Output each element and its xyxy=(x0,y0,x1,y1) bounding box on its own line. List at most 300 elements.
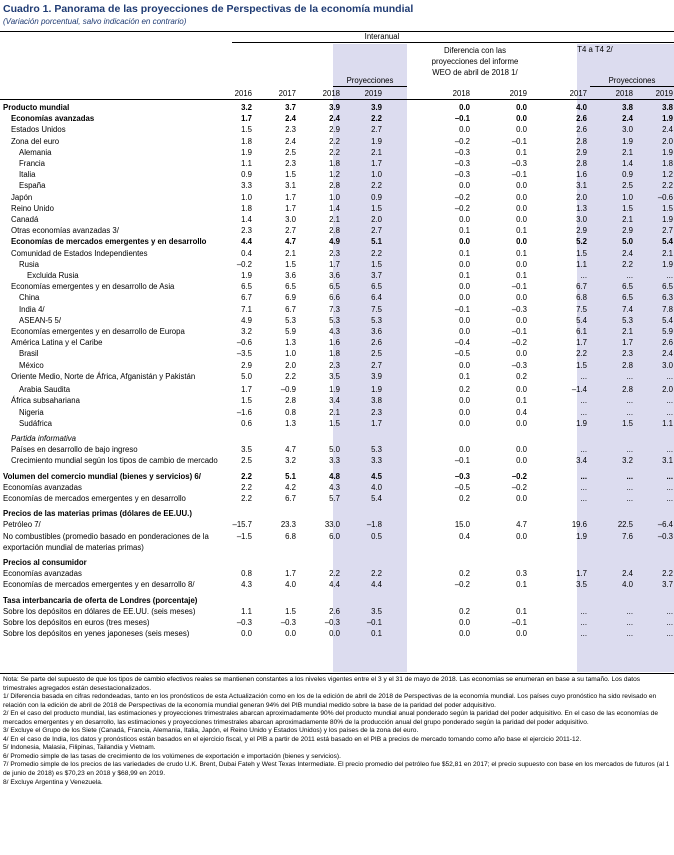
row-value: 0.0 xyxy=(516,418,527,428)
table-row xyxy=(0,471,674,482)
row-value: 0.0 xyxy=(459,215,470,224)
row-value: 0.1 xyxy=(459,271,470,280)
table-row xyxy=(0,444,674,455)
row-value: 2.7 xyxy=(371,360,382,370)
row-value: ... xyxy=(626,606,633,616)
row-value: 3.1 xyxy=(285,181,296,191)
row-value: 3.0 xyxy=(622,125,633,135)
row-label: Otras economías avanzadas 3/ xyxy=(11,226,119,236)
table-row xyxy=(0,337,674,348)
proyecciones-rule xyxy=(333,86,407,87)
row-value: 2.8 xyxy=(576,136,587,146)
row-value: 2.2 xyxy=(241,494,252,503)
row-value: ... xyxy=(626,396,633,406)
row-label: China xyxy=(19,293,40,303)
row-value: ... xyxy=(580,271,587,280)
row-label: Economías avanzadas xyxy=(11,114,95,124)
row-value: –0.3 xyxy=(454,147,470,157)
row-value: 5.3 xyxy=(622,315,633,325)
row-value: 3.6 xyxy=(371,327,382,336)
row-label: Rusia xyxy=(19,259,39,269)
row-value: 5.9 xyxy=(285,327,296,336)
table-row xyxy=(0,384,674,395)
row-value: 2.8 xyxy=(329,226,340,236)
table-row xyxy=(0,136,674,147)
row-value: ... xyxy=(580,396,587,406)
row-value: 1.0 xyxy=(285,349,296,359)
row-value: –0.3 xyxy=(657,531,673,541)
row-value: 0.8 xyxy=(241,569,252,579)
row-value: 0.1 xyxy=(459,371,470,381)
row-value: 0.0 xyxy=(459,618,470,627)
row-value: 2.9 xyxy=(329,125,340,135)
row-value: ... xyxy=(626,371,633,381)
row-value: 3.4 xyxy=(329,396,340,406)
row-value: 4.7 xyxy=(285,445,296,455)
row-value: 1.3 xyxy=(285,418,296,428)
row-value: 2.4 xyxy=(622,114,633,124)
row-value: 22.5 xyxy=(617,520,633,530)
row-value: 7.4 xyxy=(622,304,633,314)
header-years-row xyxy=(0,88,674,99)
row-value: 6.7 xyxy=(285,304,296,314)
row-value: 2.2 xyxy=(576,349,587,359)
row-value: 6.5 xyxy=(285,282,296,292)
row-value: 5.0 xyxy=(329,445,340,455)
table-row xyxy=(0,628,674,639)
row-value: 1.4 xyxy=(622,159,633,168)
table-row xyxy=(0,236,674,247)
row-value: –0.3 xyxy=(454,159,470,168)
row-value: 2.1 xyxy=(622,215,633,224)
row-value: 0.0 xyxy=(516,181,527,191)
row-value: ... xyxy=(626,445,633,455)
row-value: 0.1 xyxy=(516,271,527,280)
row-value: 4.0 xyxy=(371,482,382,492)
row-value: 1.4 xyxy=(241,215,252,224)
row-value: 1.7 xyxy=(241,385,252,395)
row-value: 0.2 xyxy=(459,385,470,395)
row-value: 0.0 xyxy=(459,259,470,269)
row-label: África subsahariana xyxy=(11,396,80,406)
row-value: 2.3 xyxy=(371,407,382,417)
row-value: 6.9 xyxy=(285,293,296,303)
table-row xyxy=(0,315,674,326)
row-value: ... xyxy=(580,618,587,627)
row-value: 1.9 xyxy=(662,147,673,157)
table-row xyxy=(0,617,674,628)
row-value: 1.1 xyxy=(241,606,252,616)
row-value: 1.7 xyxy=(576,569,587,579)
row-value: 2.8 xyxy=(576,159,587,168)
row-label: ASEAN-5 5/ xyxy=(19,315,62,325)
row-value: –0.9 xyxy=(280,385,296,395)
table-row xyxy=(0,147,674,158)
row-value: 19.6 xyxy=(571,520,587,530)
row-value: 1.9 xyxy=(371,385,382,395)
row-value: 2.7 xyxy=(662,226,673,236)
row-label: Sobre los depósitos en yenes japoneses (seis meses) xyxy=(3,629,190,639)
row-value: 2.4 xyxy=(662,349,673,359)
row-value: 0.9 xyxy=(371,192,382,202)
row-label: Economías de mercados emergentes y en desarrollo xyxy=(11,237,207,247)
row-label: Producto mundial xyxy=(3,103,70,112)
row-value: 0.0 xyxy=(241,629,252,639)
header-diferencia-line2: proyecciones del informe xyxy=(431,57,519,66)
row-value: 2.0 xyxy=(662,385,673,395)
row-value: 1.8 xyxy=(241,136,252,146)
row-value: 1.9 xyxy=(329,385,340,395)
row-value: 2.6 xyxy=(576,125,587,135)
row-value: 0.0 xyxy=(329,629,340,639)
row-value: 7.1 xyxy=(241,304,252,314)
row-value: 3.5 xyxy=(329,371,340,381)
row-value: 3.3 xyxy=(329,456,340,466)
row-value: 4.3 xyxy=(241,580,252,590)
row-value: 4.0 xyxy=(576,103,587,112)
row-value: 1.7 xyxy=(329,259,340,269)
row-value: 1.1 xyxy=(662,418,673,428)
row-value: 4.7 xyxy=(285,237,296,247)
row-value: –1.6 xyxy=(236,407,252,417)
row-value: 7.8 xyxy=(662,304,673,314)
row-label: Crecimiento mundial según los tipos de cambio de mercado xyxy=(11,456,218,466)
row-label: Italia xyxy=(19,170,36,180)
row-label: Comunidad de Estados Independientes xyxy=(11,248,148,258)
row-value: 0.5 xyxy=(371,531,382,541)
row-label: Brasil xyxy=(19,349,39,359)
row-value: ... xyxy=(626,618,633,627)
header-interanual: Interanual xyxy=(364,32,400,41)
row-value: 4.9 xyxy=(329,237,340,247)
row-value: 1.7 xyxy=(285,203,296,213)
row-value: 3.9 xyxy=(371,371,382,381)
table-row xyxy=(0,214,674,225)
row-value: 0.0 xyxy=(459,407,470,417)
row-label: España xyxy=(19,181,46,191)
row-value: 0.1 xyxy=(516,226,527,236)
note-paragraph: 4/ En el caso de India, los datos y pronósticos están basados en el ejercicio fiscal, y el PIB a partir de 2011 está basado en el PIB a precios de mercado tomando como año base el ejercicio 2011-12. xyxy=(3,735,582,743)
table-title: Cuadro 1. Panorama de las proyecciones de Perspectivas de la economía mundial xyxy=(3,3,414,15)
row-value: 0.0 xyxy=(516,114,527,124)
row-value: 0.8 xyxy=(285,407,296,417)
row-label: Reino Unido xyxy=(11,203,54,213)
row-value: –0.3 xyxy=(280,618,296,627)
row-value: 2.9 xyxy=(241,360,252,370)
table-row xyxy=(0,304,674,315)
row-value: 6.5 xyxy=(622,282,633,292)
row-value: 2.4 xyxy=(662,125,673,135)
row-value: ... xyxy=(666,618,673,627)
row-value: 4.7 xyxy=(516,520,527,530)
row-value: 0.0 xyxy=(516,456,527,466)
row-value: 2.0 xyxy=(285,360,296,370)
row-value: 1.5 xyxy=(241,396,252,406)
row-value: 1.5 xyxy=(371,203,382,213)
row-value: 0.0 xyxy=(516,531,527,541)
row-value: 3.5 xyxy=(371,606,382,616)
row-value: 2.2 xyxy=(371,569,382,579)
row-label: Países en desarrollo de bajo ingreso xyxy=(11,445,138,455)
row-value: 1.0 xyxy=(371,170,382,180)
row-value: 4.4 xyxy=(329,580,340,590)
row-value: –0.3 xyxy=(511,360,527,370)
row-value: 1.9 xyxy=(371,136,382,146)
row-value: 0.0 xyxy=(459,396,470,406)
row-label: Nigeria xyxy=(19,407,44,417)
row-value: 1.2 xyxy=(662,170,673,180)
row-value: 1.8 xyxy=(662,159,673,168)
table-row xyxy=(0,326,674,337)
row-value: –15.7 xyxy=(232,520,252,530)
row-value: 0.0 xyxy=(516,259,527,269)
row-value: 3.5 xyxy=(241,445,252,455)
row-value: 1.1 xyxy=(241,159,252,168)
row-value: 0.0 xyxy=(459,327,470,336)
row-label: Sudáfrica xyxy=(19,418,52,428)
row-value: 3.4 xyxy=(576,456,587,466)
row-value: –0.3 xyxy=(511,304,527,314)
row-value: ... xyxy=(666,396,673,406)
row-value: –0.1 xyxy=(511,327,527,336)
row-value: 23.3 xyxy=(280,520,296,530)
row-value: 3.3 xyxy=(371,456,382,466)
row-value: 2.2 xyxy=(371,181,382,191)
row-value: 2.0 xyxy=(662,136,673,146)
row-value: 5.3 xyxy=(285,315,296,325)
row-value: 0.0 xyxy=(459,445,470,455)
row-value: 2.2 xyxy=(329,136,340,146)
row-value: –0.1 xyxy=(511,170,527,180)
note-paragraph: 6/ Promedio simple de las tasas de crecimiento de los volúmenes de exportación e importación (bienes y servicios). xyxy=(3,752,341,760)
row-value: 4.8 xyxy=(329,471,340,481)
table-row xyxy=(0,433,674,444)
row-value: 0.0 xyxy=(516,215,527,224)
row-value: 1.9 xyxy=(662,114,673,124)
row-value: 3.9 xyxy=(371,103,382,112)
row-value: 2.3 xyxy=(285,125,296,135)
row-value: 3.2 xyxy=(241,103,252,112)
row-value: 3.7 xyxy=(662,580,673,590)
row-value: 0.0 xyxy=(516,293,527,303)
row-value: –0.4 xyxy=(454,338,470,348)
table-row xyxy=(0,595,674,606)
note-paragraph: 5/ Indonesia, Malasia, Filipinas, Tailandia y Vietnam. xyxy=(3,744,156,752)
row-value: 7.3 xyxy=(329,304,340,314)
row-value: 2.7 xyxy=(371,226,382,236)
row-value: ... xyxy=(666,445,673,455)
row-value: 2.2 xyxy=(662,569,673,579)
row-value: 1.7 xyxy=(622,338,633,348)
row-value: 2.8 xyxy=(622,385,633,395)
row-value: –0.1 xyxy=(454,114,470,124)
row-value: 2.9 xyxy=(622,226,633,236)
row-value: 2.2 xyxy=(241,471,252,481)
row-value: 0.0 xyxy=(516,315,527,325)
row-value: 0.4 xyxy=(241,248,252,258)
table-row xyxy=(0,169,674,180)
row-label: Economías avanzadas xyxy=(3,482,82,492)
row-value: 7.5 xyxy=(371,304,382,314)
row-value: 2.5 xyxy=(371,349,382,359)
row-value: 4.2 xyxy=(285,482,296,492)
row-value: 3.7 xyxy=(371,271,382,280)
row-value: ... xyxy=(666,471,673,481)
row-value: 0.0 xyxy=(516,192,527,202)
row-value: ... xyxy=(626,482,633,492)
row-value: 2.2 xyxy=(371,248,382,258)
row-value: 0.9 xyxy=(622,170,633,180)
row-value: 2.2 xyxy=(329,569,340,579)
row-value: 2.4 xyxy=(285,136,296,146)
row-value: –0.3 xyxy=(324,618,340,627)
row-value: ... xyxy=(580,407,587,417)
row-value: 3.0 xyxy=(576,215,587,224)
year-2017: 2017 xyxy=(278,89,296,98)
row-value: 6.8 xyxy=(285,531,296,541)
table-row xyxy=(0,606,674,617)
row-value: 1.6 xyxy=(329,338,340,348)
row-value: 1.4 xyxy=(329,203,340,213)
row-value: 1.3 xyxy=(576,203,587,213)
row-value: 2.5 xyxy=(241,456,252,466)
note-paragraph: 8/ Excluye Argentina y Venezuela. xyxy=(3,778,103,786)
row-value: 5.3 xyxy=(329,315,340,325)
header-diferencia-line3: WEO de abril de 2018 1/ xyxy=(432,68,518,77)
row-label: Economías de mercados emergentes y en desarrollo xyxy=(3,494,186,503)
row-value: ... xyxy=(666,494,673,503)
row-value: ... xyxy=(580,629,587,639)
row-value: 1.9 xyxy=(576,418,587,428)
row-value: –0.1 xyxy=(454,456,470,466)
row-value: 1.5 xyxy=(285,170,296,180)
row-value: 0.1 xyxy=(371,629,382,639)
row-value: 2.2 xyxy=(329,147,340,157)
year-2019: 2019 xyxy=(364,89,382,98)
row-label: Estados Unidos xyxy=(11,125,66,135)
row-label: Zona del euro xyxy=(11,136,60,146)
row-value: 0.0 xyxy=(459,629,470,639)
row-value: 1.9 xyxy=(576,531,587,541)
row-label: Petróleo 7/ xyxy=(3,520,41,530)
row-value: –0.6 xyxy=(236,338,252,348)
row-value: 2.2 xyxy=(241,482,252,492)
row-value: 1.9 xyxy=(241,147,252,157)
row-value: 1.7 xyxy=(241,114,252,124)
row-value: 2.2 xyxy=(371,114,382,124)
row-value: –0.3 xyxy=(511,159,527,168)
proyecciones-t4-rule xyxy=(590,86,674,87)
row-value: 5.4 xyxy=(662,237,673,247)
row-value: 1.9 xyxy=(662,259,673,269)
row-value: –0.6 xyxy=(657,192,673,202)
row-value: 6.5 xyxy=(622,293,633,303)
row-value: 0.0 xyxy=(459,103,470,112)
row-value: 2.4 xyxy=(329,114,340,124)
row-value: 3.1 xyxy=(576,181,587,191)
year-dif-2018: 2018 xyxy=(452,89,470,98)
note-paragraph: 7/ Promedio simple de los precios de las variedades de crudo U.K. Brent, Dubai Fateh y West Texas Intermediate. El precio promedio del petróleo fue $52,81 en 2017; el precio supuesto con base en los mercados de futuros (al 1 de junio de 2018) es $70,23 en 2018 y $68,99 en 2019. xyxy=(3,761,670,778)
row-value: 1.5 xyxy=(329,418,340,428)
row-value: 2.2 xyxy=(285,371,296,381)
row-label: Partida informativa xyxy=(11,434,77,443)
row-value: 1.7 xyxy=(576,338,587,348)
table-row xyxy=(0,192,674,203)
row-value: 5.4 xyxy=(371,494,382,503)
row-value: 0.0 xyxy=(459,237,470,247)
row-value: 2.9 xyxy=(576,147,587,157)
header-bottom-rule xyxy=(0,99,674,100)
table-notes xyxy=(3,676,671,787)
row-value: 5.3 xyxy=(371,315,382,325)
row-value: 1.9 xyxy=(622,136,633,146)
row-label: Precios de las materias primas (dólares de EE.UU.) xyxy=(3,509,192,519)
row-label: Canadá xyxy=(11,215,39,224)
table-row xyxy=(0,542,674,553)
row-value: 3.3 xyxy=(241,181,252,191)
row-value: 2.1 xyxy=(329,407,340,417)
row-value: 0.4 xyxy=(459,531,470,541)
row-value: 0.0 xyxy=(459,181,470,191)
row-label: Japón xyxy=(11,192,33,202)
row-value: 0.1 xyxy=(516,147,527,157)
row-value: 2.8 xyxy=(329,181,340,191)
row-label: Sobre los depósitos en dólares de EE.UU. (seis meses) xyxy=(3,606,196,616)
row-value: –1.5 xyxy=(236,531,252,541)
note-paragraph: 2/ En el caso del producto mundial, las estimaciones y proyecciones trimestrales abarcan aproximadamente 90% del producto mundial anual ponderado según la paridad del poder adquisitivo. En el caso de las economías de mercados emergentes y en desarrollo, las estimaciones y proyecciones trimestrales abarcan aproximadamente 80% de la producción anual del grupo ponderado según la paridad del poder adquisitivo. xyxy=(3,710,659,726)
row-value: ... xyxy=(626,407,633,417)
row-value: 3.6 xyxy=(285,271,296,280)
row-value: 0.1 xyxy=(516,606,527,616)
year-t4-2017: 2017 xyxy=(569,89,587,98)
row-value: 0.0 xyxy=(459,125,470,135)
row-value: –0.1 xyxy=(366,618,382,627)
row-value: 0.0 xyxy=(516,349,527,359)
header-t4: T4 a T4 2/ xyxy=(577,45,613,54)
row-value: 1.7 xyxy=(371,418,382,428)
row-value: 2.6 xyxy=(329,606,340,616)
year-dif-2019: 2019 xyxy=(509,89,527,98)
row-value: 0.2 xyxy=(516,371,527,381)
row-value: –0.2 xyxy=(511,482,527,492)
row-value: 1.5 xyxy=(241,125,252,135)
row-label: Sobre los depósitos en euros (tres meses) xyxy=(3,618,150,627)
row-value: 6.7 xyxy=(576,282,587,292)
table-row xyxy=(0,371,674,382)
row-value: –0.1 xyxy=(454,304,470,314)
row-value: ... xyxy=(666,271,673,280)
table-row xyxy=(0,158,674,169)
row-value: 6.1 xyxy=(576,327,587,336)
table-row xyxy=(0,493,674,504)
row-value: 15.0 xyxy=(454,520,470,530)
row-value: 0.0 xyxy=(516,494,527,503)
row-value: 0.2 xyxy=(459,569,470,579)
row-value: 0.4 xyxy=(516,407,527,417)
row-value: 0.0 xyxy=(285,629,296,639)
row-value: –0.3 xyxy=(236,618,252,627)
note-paragraph: 1/ Diferencia basada en cifras redondeadas, tanto en los pronósticos de esta Actualización como en los de la edición de abril de 2018 de Perspectivas de la economía mundial. Los países cuyo pronóstico ha sido revisado en relación con la edición de abril de 2018 de Perspectivas de la economía mundial generan 94% del PIB mundial medido sobre la base de la paridad del poder adquisitivo. xyxy=(3,693,657,709)
row-value: 1.8 xyxy=(241,203,252,213)
row-value: –0.2 xyxy=(454,580,470,590)
row-value: 33.0 xyxy=(324,520,340,530)
row-label: Economías emergentes y en desarrollo de Asia xyxy=(11,282,175,292)
row-value: –0.2 xyxy=(511,338,527,348)
row-label: Francia xyxy=(19,159,45,168)
row-value: 2.1 xyxy=(329,215,340,224)
table-row xyxy=(0,531,674,542)
row-value: 4.5 xyxy=(371,471,382,481)
